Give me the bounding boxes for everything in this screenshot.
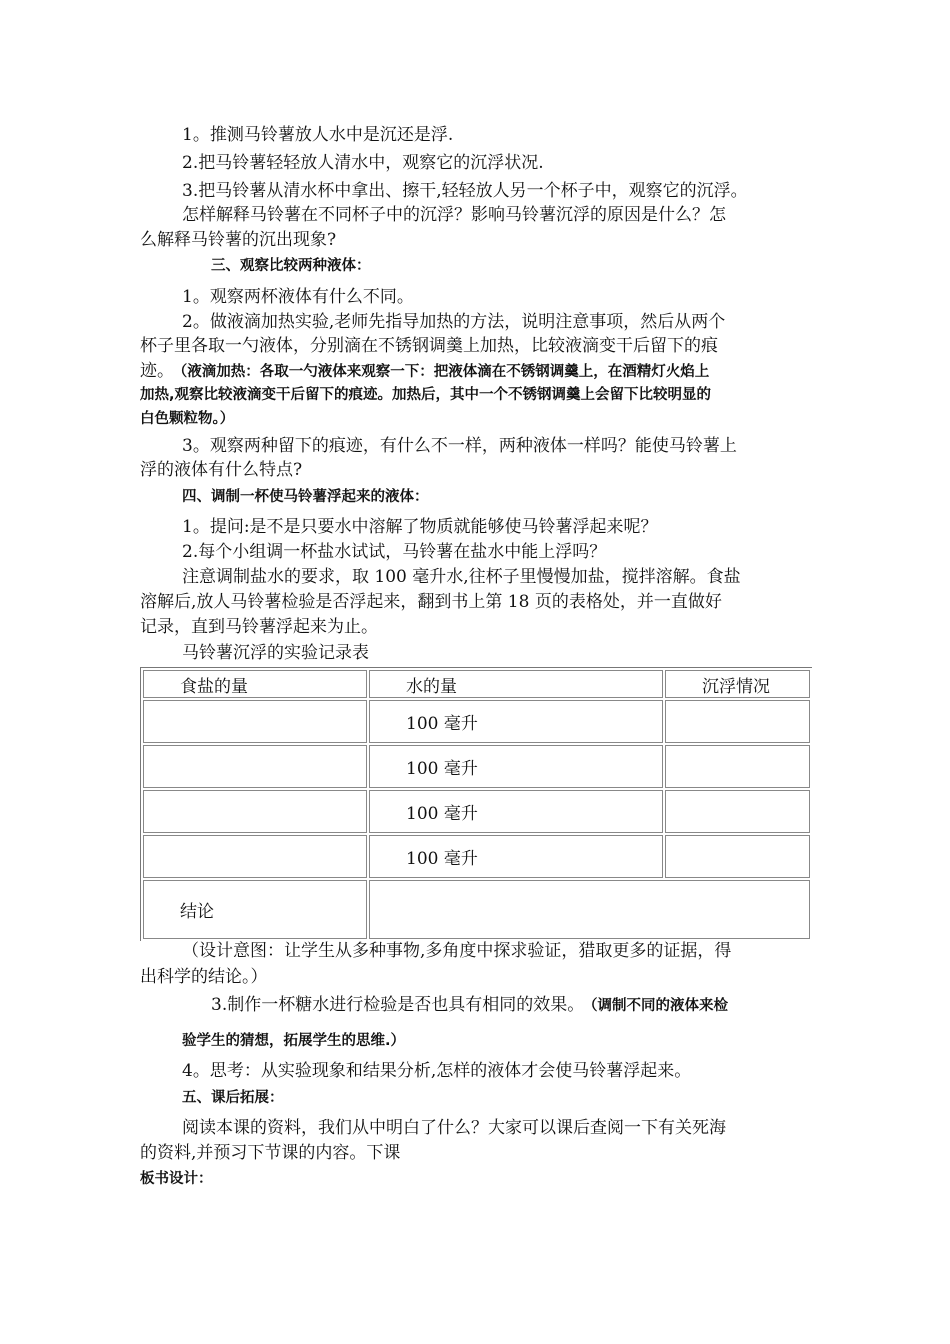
paragraph-line: 1。推测马铃薯放人水中是沉还是浮. [182,125,454,145]
bold-note: 验学生的猜想，拓展学生的思维.） [182,1033,406,1049]
paragraph-line: 1。观察两杯液体有什么不同。 [182,287,414,307]
conclusion-cell [369,880,810,939]
paragraph-line: 记录，直到马铃薯浮起来为止。 [140,617,378,637]
table-cell [143,790,367,833]
paragraph-line: 2.把马铃薯轻轻放人清水中，观察它的沉浮状况. [182,153,544,173]
table-cell: 100 毫升 [369,790,663,833]
bold-note: 加热,观察比较液滴变干后留下的痕迹。加热后，其中一个不锈钢调羹上会留下比较明显的 [140,387,712,403]
table-row [143,745,810,788]
table-cell [665,700,810,743]
table-cell: 100 毫升 [369,700,663,743]
table-caption: 马铃薯沉浮的实验记录表 [182,643,369,663]
header-cell: 食盐的量 [143,670,367,698]
bold-note: 白色颗粒物。） [140,411,235,427]
table-cell [665,835,810,878]
paragraph-line [140,360,709,383]
bold-note: （液滴加热：各取一勺液体来观察一下：把液体滴在不锈钢调羹上，在酒精灯火焰上 [180,364,710,380]
paragraph-text: 迹。 [140,361,174,381]
table-cell [665,745,810,788]
paragraph-line: （设计意图：让学生从多种事物,多角度中探求验证，猎取更多的证据，得 [182,941,732,961]
section-heading: 板书设计： [140,1171,213,1187]
paragraph-line: 3。观察两种留下的痕迹，有什么不一样，两种液体一样吗？能使马铃薯上 [182,436,737,456]
paragraph-line: 怎样解释马铃薯在不同杯子中的沉浮？影响马铃薯沉浮的原因是什么？怎 [182,205,726,225]
section-heading: 五、课后拓展： [182,1090,284,1106]
paragraph-text: 3.制作一杯糖水进行检验是否也具有相同的效果。 [211,995,585,1015]
table-cell [143,745,367,788]
table-cell [143,835,367,878]
section-heading: 三、观察比较两种液体： [211,258,371,274]
paragraph-line: 2.每个小组调一杯盐水试试，马铃薯在盐水中能上浮吗？ [182,542,607,562]
paragraph-line: 溶解后,放人马铃薯检验是否浮起来，翻到书上第 18 页的表格处，并一直做好 [140,592,722,612]
paragraph-line: 2。做液滴加热实验,老师先指导加热的方法，说明注意事项，然后从两个 [182,312,726,332]
header-cell: 水的量 [369,670,663,698]
paragraph-line: 么解释马铃薯的沉出现象? [140,230,337,250]
paragraph-line: 3.把马铃薯从清水杯中拿出、擦干,轻轻放人另一个杯子中，观察它的沉浮。 [182,181,748,201]
table-conclusion-row [143,880,810,939]
paragraph-line: 浮的液体有什么特点? [140,460,303,480]
table-cell: 100 毫升 [369,745,663,788]
table-header-row [143,670,810,698]
paragraph-line: 1。提问:是不是只要水中溶解了物质就能够使马铃薯浮起来呢？ [182,517,658,537]
paragraph-line: 出科学的结论。） [140,967,268,987]
experiment-record-table [140,667,812,941]
table-cell [143,700,367,743]
table-row [143,700,810,743]
table-row [143,790,810,833]
table-cell [665,790,810,833]
table-cell: 100 毫升 [369,835,663,878]
paragraph-line: 杯子里各取一勺液体，分别滴在不锈钢调羹上加热，比较液滴变干后留下的痕 [140,336,718,356]
conclusion-label: 结论 [143,880,367,939]
paragraph-line [211,994,728,1017]
paragraph-line: 注意调制盐水的要求，取 100 毫升水,往杯子里慢慢加盐，搅拌溶解。食盐 [182,567,741,587]
paragraph-line: 4。思考：从实验现象和结果分析,怎样的液体才会使马铃薯浮起来。 [182,1061,692,1081]
paragraph-line: 的资料,并预习下节课的内容。下课 [140,1143,401,1163]
table-row [143,835,810,878]
paragraph-line: 阅读本课的资料，我们从中明白了什么？大家可以课后查阅一下有关死海 [182,1118,726,1138]
header-cell: 沉浮情况 [665,670,810,698]
section-heading: 四、调制一杯使马铃薯浮起来的液体： [182,489,429,505]
bold-note: （调制不同的液体来检 [590,998,728,1014]
